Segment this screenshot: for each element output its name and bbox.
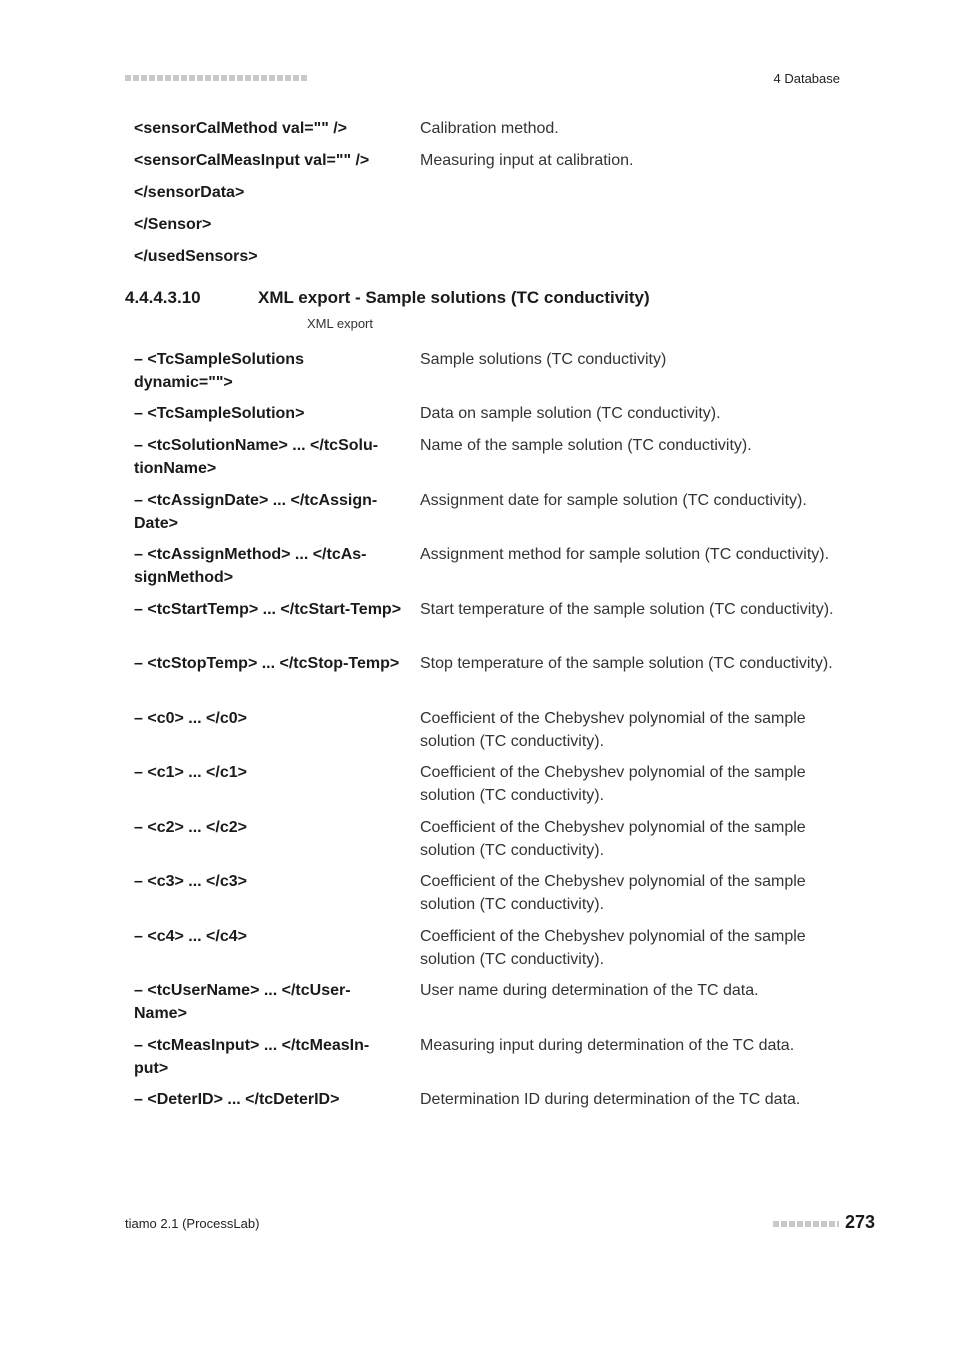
footer-product-name: tiamo 2.1 (ProcessLab) [125,1216,260,1231]
xml-tag: – <tcAssignMethod> ... </tcAs-signMethod> [134,546,367,586]
xml-tag: – <c4> ... </c4> [134,928,247,945]
xml-tag: – <TcSampleSolution> [134,405,305,422]
tag-description: Coefficient of the Chebyshev polynomial of the sample solution (TC conductivity). [420,873,806,913]
section-heading [125,288,650,308]
xml-tag: – <tcStartTemp> ... </tcStart-Temp> [134,601,402,618]
tag-description: User name during determination of the TC data. [420,982,759,999]
tag-description: Start temperature of the sample solution (TC conductivity). [420,601,834,618]
tag-description: Measuring input at calibration. [420,152,634,169]
page-number: 273 [845,1212,876,1232]
xml-tag: – <tcAssignDate> ... </tcAssign-Date> [134,492,378,532]
xml-tag: – <c0> ... </c0> [134,710,247,727]
xml-tag: </Sensor> [134,216,212,233]
header-section-label: 4 Database [773,71,840,86]
xml-tag: – <TcSampleSolutions dynamic=""> [134,351,304,391]
xml-tag: – <tcSolutionName> ... </tcSolu-tionName> [134,437,379,477]
tag-description: Assignment method for sample solution (TC conductivity). [420,546,830,563]
xml-tag: – <DeterID> ... </tcDeterID> [134,1091,340,1108]
footer-dots-decoration [773,1219,839,1228]
tag-description: Coefficient of the Chebyshev polynomial of the sample solution (TC conductivity). [420,928,806,968]
xml-tag: – <c3> ... </c3> [134,873,247,890]
tag-description: Measuring input during determination of the TC data. [420,1037,795,1054]
xml-tag: – <c1> ... </c1> [134,764,247,781]
xml-tag: <sensorCalMeasInput val="" /> [134,152,370,169]
tag-description: Name of the sample solution (TC conductivity). [420,437,752,454]
section-subtitle: XML export [307,316,373,331]
xml-tag: – <c2> ... </c2> [134,819,247,836]
xml-tag: </usedSensors> [134,248,258,265]
tag-description: Coefficient of the Chebyshev polynomial of the sample solution (TC conductivity). [420,819,806,859]
tag-description: Stop temperature of the sample solution (TC conductivity). [420,655,833,672]
xml-tag: <sensorCalMethod val="" /> [134,120,348,137]
section-title: XML export - Sample solutions (TC conductivity) [258,288,650,307]
xml-tag: – <tcUserName> ... </tcUser-Name> [134,982,351,1022]
tag-description: Calibration method. [420,120,559,137]
header-dots-decoration [125,73,307,82]
tag-description: Data on sample solution (TC conductivity). [420,405,721,422]
tag-description: Coefficient of the Chebyshev polynomial of the sample solution (TC conductivity). [420,710,806,750]
tag-description: Assignment date for sample solution (TC conductivity). [420,492,807,509]
xml-tag: – <tcStopTemp> ... </tcStop-Temp> [134,655,400,672]
tag-description: Coefficient of the Chebyshev polynomial of the sample solution (TC conductivity). [420,764,806,804]
section-number: 4.4.4.3.10 [125,288,201,307]
xml-tag: – <tcMeasInput> ... </tcMeasIn-put> [134,1037,370,1077]
xml-tag: </sensorData> [134,184,245,201]
tag-description: Determination ID during determination of the TC data. [420,1091,801,1108]
tag-description: Sample solutions (TC conductivity) [420,351,667,368]
